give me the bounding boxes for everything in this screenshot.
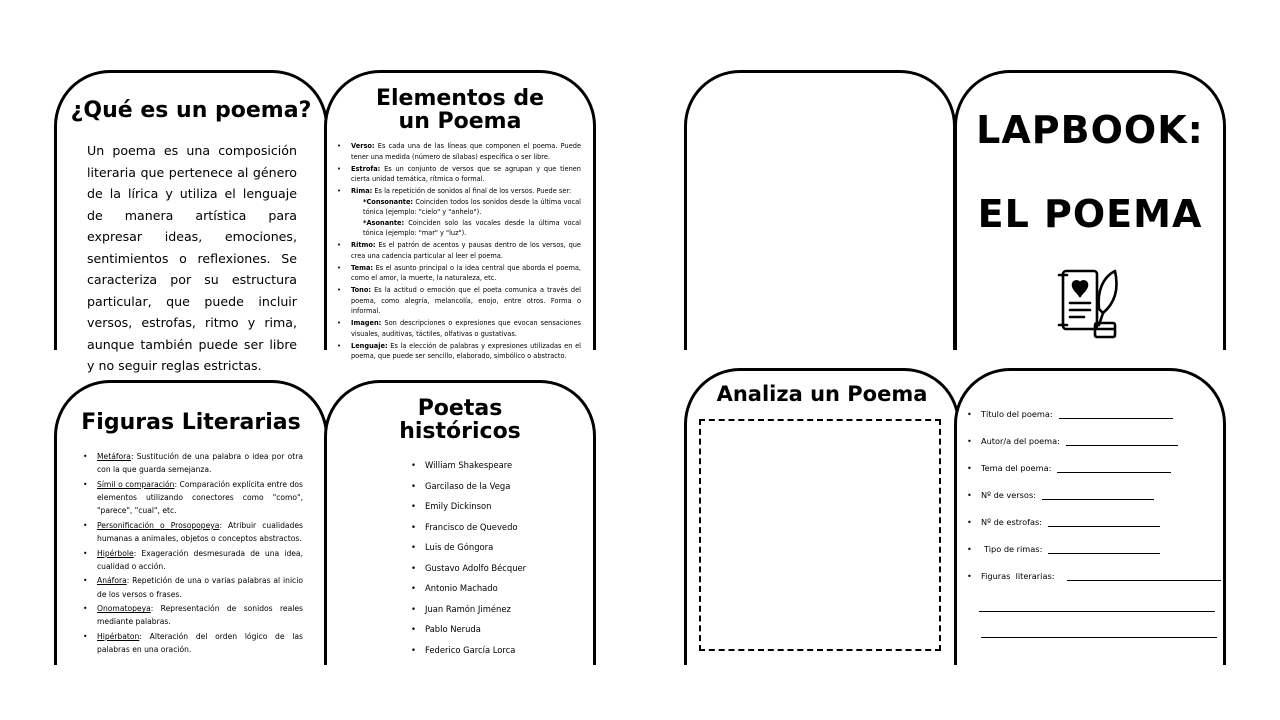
- blank-line: [1059, 409, 1173, 419]
- list-item: • Tema: Es el asunto principal o la idea central que aborda el poema, como el amor, la muerte, la naturaleza, etc.: [351, 263, 581, 284]
- poem-paste-area: [699, 419, 941, 651]
- card-poetas-historicos: [324, 380, 596, 665]
- list-item: • Onomatopeya: Representación de sonidos reales mediante palabras.: [97, 602, 303, 628]
- form-field-autor: • Autor/a del poema:: [981, 436, 1223, 463]
- blank-line: [1048, 544, 1160, 554]
- list-item: • Rima: Es la repetición de sonidos al final de los versos. Puede ser: *Consonante: Coinciden todos los sonidos desde la última vocal tónica (ejemplo: "cielo" y "anhelo"). *Asonante: Coinciden solo las vocales desde la última vocal tónica (ejemplo: "mar" y "luz").: [351, 186, 581, 238]
- list-item: • Garcilaso de la Vega: [425, 476, 593, 497]
- form-field-versos: • Nº de versos:: [981, 490, 1223, 517]
- blank-line: [1042, 490, 1154, 500]
- section-title: Figuras Literarias: [81, 410, 301, 435]
- list-item: • William Shakespeare: [425, 455, 593, 476]
- list-item: • Emily Dickinson: [425, 496, 593, 517]
- list-item: • Metáfora: Sustitución de una palabra o idea por otra con la que guarda semejanza.: [97, 450, 303, 476]
- list-item: • Juan Ramón Jiménez: [425, 599, 593, 620]
- list-item: • Imagen: Son descripciones o expresiones que evocan sensaciones visuales, auditivas, táctiles, olfativas o gustativas.: [351, 318, 581, 339]
- list-item: • Hipérbole: Exageración desmesurada de una idea, cualidad o acción.: [97, 547, 303, 573]
- title-line-1: Elementos de: [375, 86, 545, 111]
- list-item: • Hipérbaton: Alteración del orden lógico de las palabras en una oración.: [97, 630, 303, 656]
- form-field-figuras: • Figuras literarias:: [981, 571, 1223, 598]
- card-que-es-un-poema: [54, 70, 328, 374]
- form-field-titulo: • Título del poema:: [981, 409, 1223, 436]
- list-item: • Francisco de Quevedo: [425, 517, 593, 538]
- list-item: • Estrofa: Es un conjunto de versos que se agrupan y que tienen cierta unidad temática, rítmica o formal.: [351, 164, 581, 185]
- sub-item: *Asonante: Coinciden solo las vocales desde la última vocal tónica (ejemplo: "mar" y "luz").: [363, 218, 581, 238]
- title-line-2: un Poema: [398, 109, 522, 135]
- list-item: • Pablo Neruda: [425, 619, 593, 640]
- page-title: ¿Qué es un poema?: [70, 98, 312, 123]
- poets-list: [425, 455, 593, 660]
- card-elementos-de-un-poema: [324, 70, 596, 361]
- cover-title-line-1: LAPBOOK:: [976, 108, 1204, 152]
- sub-item: *Consonante: Coinciden todos los sonidos desde la última vocal tónica (ejemplo: "cielo" y "anhelo").: [363, 197, 581, 217]
- card-lapbook-cover: [954, 70, 1226, 350]
- form-field-estrofas: • Nº de estrofas:: [981, 517, 1223, 544]
- form-field-tema: • Tema del poema:: [981, 463, 1223, 490]
- blank-line: [981, 637, 1217, 638]
- analysis-fields: [981, 409, 1223, 598]
- list-item: • Luis de Góngora: [425, 537, 593, 558]
- section-title: Analiza un Poema: [716, 382, 928, 406]
- definition-paragraph: Un poema es una composición literaria que pertenece al género de la lírica y utiliza el lenguaje de manera artística para expresar ideas, emociones, sentimientos o reflexiones. Se caracteriza por su estructura particular, que puede incluir versos, estrofas, ritmo y rima, aunque también puede ser libre y no seguir reglas estrictas.: [87, 143, 297, 374]
- card-analysis-form: [954, 368, 1226, 665]
- blank-line: [1057, 463, 1171, 473]
- form-field-rimas: • Tipo de rimas:: [981, 544, 1223, 571]
- card-blank-flap: [684, 70, 956, 350]
- list-item: • Gustavo Adolfo Bécquer: [425, 558, 593, 579]
- list-item: • Ritmo: Es el patrón de acentos y pausas dentro de los versos, que crea una cadencia particular al leer el poema.: [351, 240, 581, 261]
- title-line-1: Poetas: [417, 396, 503, 421]
- blank-line: [979, 611, 1215, 612]
- list-item: • Verso: Es cada una de las líneas que componen el poema. Puede tener una medida (número de sílabas) específica o ser libre.: [351, 141, 581, 162]
- section-title: [327, 87, 593, 133]
- blank-line: [1067, 571, 1221, 581]
- blank-line: [1066, 436, 1178, 446]
- blank-line: [1048, 517, 1160, 527]
- list-item: • Lenguaje: Es la elección de palabras y expresiones utilizadas en el poema, que puede ser sencillo, elaborado, simbólico o abstracto.: [351, 341, 581, 362]
- card-analiza-un-poema: [684, 368, 960, 665]
- section-title: [327, 397, 593, 443]
- card-figuras-literarias: [54, 380, 328, 665]
- list-item: • Federico García Lorca: [425, 640, 593, 661]
- list-item: • Símil o comparación: Comparación explícita entre dos elementos utilizando conectores como "como", "parece", "cual", etc.: [97, 478, 303, 518]
- scroll-quill-icon: [1057, 267, 1127, 341]
- title-line-2: históricos: [399, 419, 521, 445]
- list-item: • Personificación o Prosopopeya: Atribuir cualidades humanas a animales, objetos o conceptos abstractos.: [97, 519, 303, 545]
- list-item: • Antonio Machado: [425, 578, 593, 599]
- list-item: • Anáfora: Repetición de una o varias palabras al inicio de los versos o frases.: [97, 574, 303, 600]
- list-item: • Tono: Es la actitud o emoción que el poeta comunica a través del poema, como alegría, melancolía, enojo, entre otros. Forma o informal.: [351, 285, 581, 316]
- elements-list: [351, 141, 581, 362]
- cover-title-line-2: EL POEMA: [977, 191, 1203, 236]
- figures-list: [97, 450, 303, 656]
